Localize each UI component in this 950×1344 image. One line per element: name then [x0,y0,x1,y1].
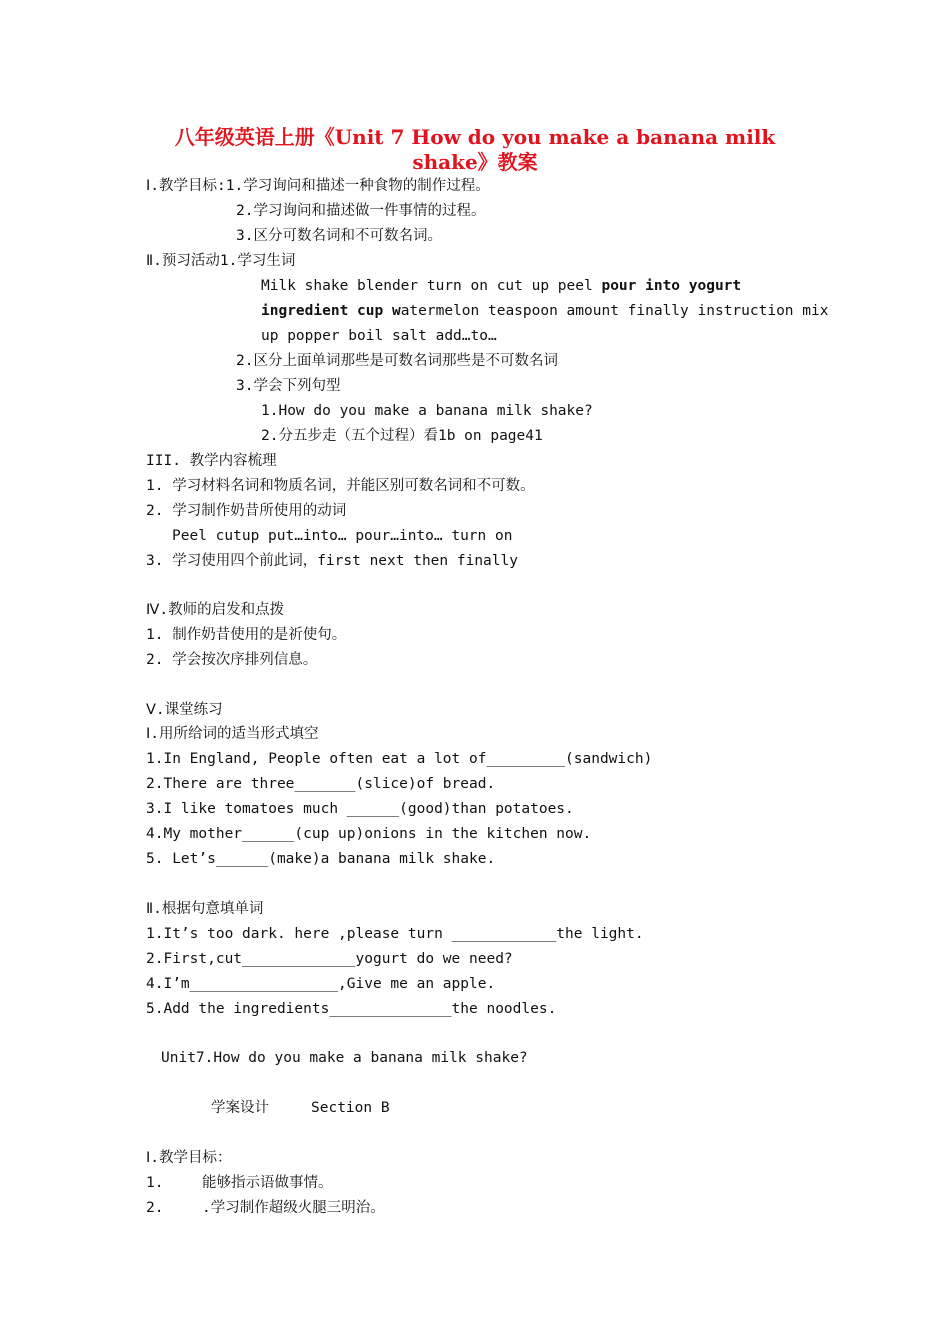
vocabulary-line-1-bold: pour into yogurt [601,278,742,294]
lesson-plan-design-label: 学案设计 [211,1100,269,1116]
vocabulary-line-2 [261,301,828,321]
exercise-1-question-4: 4.My mother______(cup up)onions in the kitchen now. [146,826,592,842]
section-b-label: Section B [311,1100,390,1116]
preview-activities-row [146,251,295,271]
exercise-2-question-1: 1.It’s too dark. here ,please turn ____________the light. [146,926,644,942]
teaching-goal-2: 2.学习询问和描述做一件事情的过程。 [236,203,486,219]
exercise-1-heading: Ⅰ.用所给词的适当形式填空 [146,726,319,742]
content-review-item-3: 3. 学习使用四个前此词，first next then finally [146,553,518,569]
teaching-goal-3: 3.区分可数名词和不可数名词。 [236,228,442,244]
preview-item-3: 3.学会下列句型 [236,378,341,394]
content-review-item-1: 1. 学习材料名词和物质名词，并能区别可数名词和不可数。 [146,478,535,494]
exercise-2-question-4: 5.Add the ingredients______________the noodles. [146,1001,557,1017]
exercise-2-heading: Ⅱ.根据句意填单词 [146,901,264,917]
preview-item-2: 2.区分上面单词那些是可数名词那些是不可数名词 [236,353,558,369]
vocabulary-line-1 [261,276,741,296]
section-b-goal-2-number: 2. [146,1200,164,1216]
content-review-item-2: 2. 学习制作奶昔所使用的动词 [146,503,347,519]
teacher-guidance-item-2: 2. 学会按次序排列信息。 [146,652,318,668]
teaching-goals-label: Ⅰ.教学目标: [146,178,226,194]
teaching-goals-row [146,176,490,196]
exercise-1-question-2: 2.There are three_______(slice)of bread. [146,776,496,792]
sentence-pattern-1: 1.How do you make a banana milk shake? [261,403,593,419]
section-b-goal-2: .学习制作超级火腿三明治。 [202,1200,385,1216]
exercise-2-question-2: 2.First,cut_____________yogurt do we need? [146,951,513,967]
sentence-pattern-2: 2.分五步走（五个过程）看1b on page41 [261,428,543,444]
section-b-goal-1: 能够指示语做事情。 [202,1175,333,1191]
vocabulary-line-3: up popper boil salt add…to… [261,328,497,344]
vocabulary-line-2-bold: ingredient cup w [261,303,401,319]
preview-activities-label: Ⅱ.预习活动 [146,253,220,269]
document-title-line-2: shake》教案 [412,150,538,174]
section-b-goal-1-number: 1. [146,1175,164,1191]
vocabulary-line-1-regular: Milk shake blender turn on cut up peel [261,278,602,294]
document-title-line-1: 八年级英语上册《Unit 7 How do you make a banana milk [174,125,776,149]
exercise-1-question-3: 3.I like tomatoes much ______(good)than potatoes. [146,801,574,817]
teacher-guidance-heading: Ⅳ.教师的启发和点拨 [146,602,285,618]
preview-item-1: 1.学习生词 [219,253,296,269]
section-b-goals-heading: Ⅰ.教学目标： [146,1150,232,1166]
teaching-goal-1: 1.学习询问和描述一种食物的制作过程。 [225,178,490,194]
exercise-2-question-3: 4.I’m_________________,Give me an apple. [146,976,496,992]
exercise-1-question-5: 5. Let’s______(make)a banana milk shake. [146,851,496,867]
vocabulary-line-2-regular: atermelon teaspoon amount finally instruction mix [400,303,829,319]
content-review-heading: III. 教学内容梳理 [146,453,277,469]
section-b-unit-title: Unit7.How do you make a banana milk shake? [161,1050,528,1066]
teacher-guidance-item-1: 1. 制作奶昔使用的是祈使句。 [146,627,347,643]
exercise-1-question-1: 1.In England, People often eat a lot of_________(sandwich) [146,751,653,767]
class-practice-heading: Ⅴ.课堂练习 [146,702,223,718]
content-review-verbs: Peel cutup put…into… pour…into… turn on [172,528,513,544]
